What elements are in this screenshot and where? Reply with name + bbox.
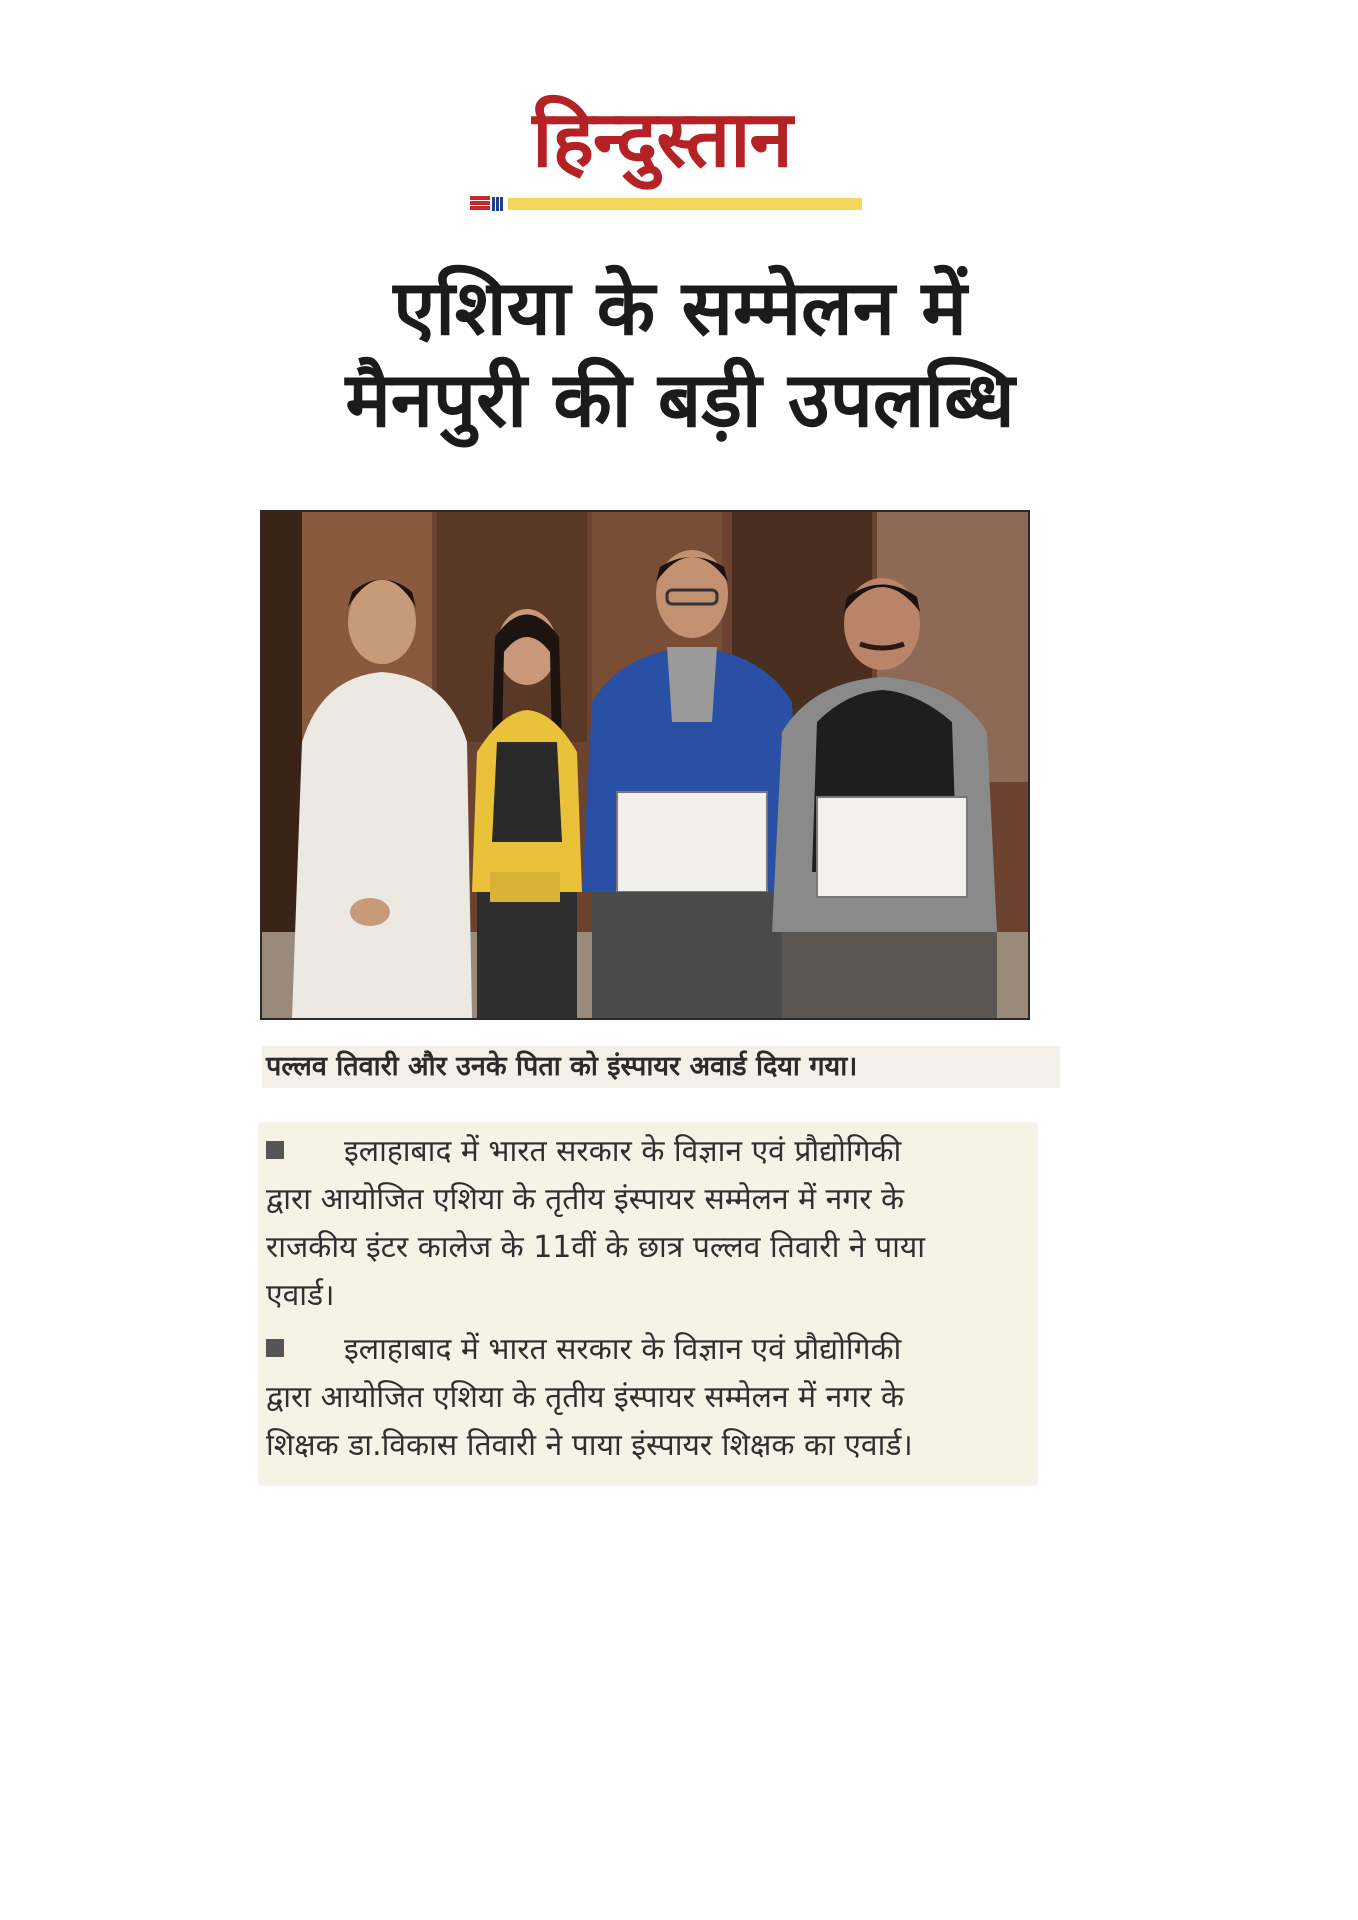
article-paragraph [266, 1128, 1030, 1320]
paragraph-line: द्वारा आयोजित एशिया के तृतीय इंस्पायर सम्मेलन में नगर के [266, 1380, 905, 1415]
headline-line-1: एशिया के सम्मेलन में [393, 263, 967, 352]
paragraph-line: इलाहाबाद में भारत सरकार के विज्ञान एवं प्रौद्योगिकी [266, 1128, 1030, 1176]
bullet-square-icon [266, 1339, 284, 1357]
article-photo [260, 510, 1030, 1020]
paragraph-line: द्वारा आयोजित एशिया के तृतीय इंस्पायर सम्मेलन में नगर के [266, 1182, 905, 1217]
masthead-logo-text: हिन्दुस्तान [532, 95, 792, 185]
paragraph-line: राजकीय इंटर कालेज के 11वीं के छात्र पल्लव तिवारी ने पाया [266, 1230, 926, 1265]
paragraph-line: इलाहाबाद में भारत सरकार के विज्ञान एवं प्रौद्योगिकी [266, 1326, 1030, 1374]
newspaper-masthead [462, 92, 862, 218]
masthead-yellow-bar [508, 198, 862, 210]
bullet-square-icon [266, 1141, 284, 1159]
masthead-color-strip [462, 196, 862, 210]
paragraph-line: शिक्षक डा.विकास तिवारी ने पाया इंस्पायर शिक्षक का एवार्ड। [266, 1428, 913, 1463]
article-headline [230, 262, 1130, 446]
headline-line-2: मैनपुरी की बड़ी उपलब्धि [345, 355, 1015, 444]
masthead-blue-bars [492, 196, 506, 210]
article-paragraph [266, 1326, 1030, 1470]
photo-caption: पल्लव तिवारी और उनके पिता को इंस्पायर अवार्ड दिया गया। [262, 1046, 1060, 1088]
masthead-red-bars [470, 196, 490, 210]
article-body [258, 1122, 1038, 1486]
paragraph-line: एवार्ड। [266, 1278, 335, 1313]
